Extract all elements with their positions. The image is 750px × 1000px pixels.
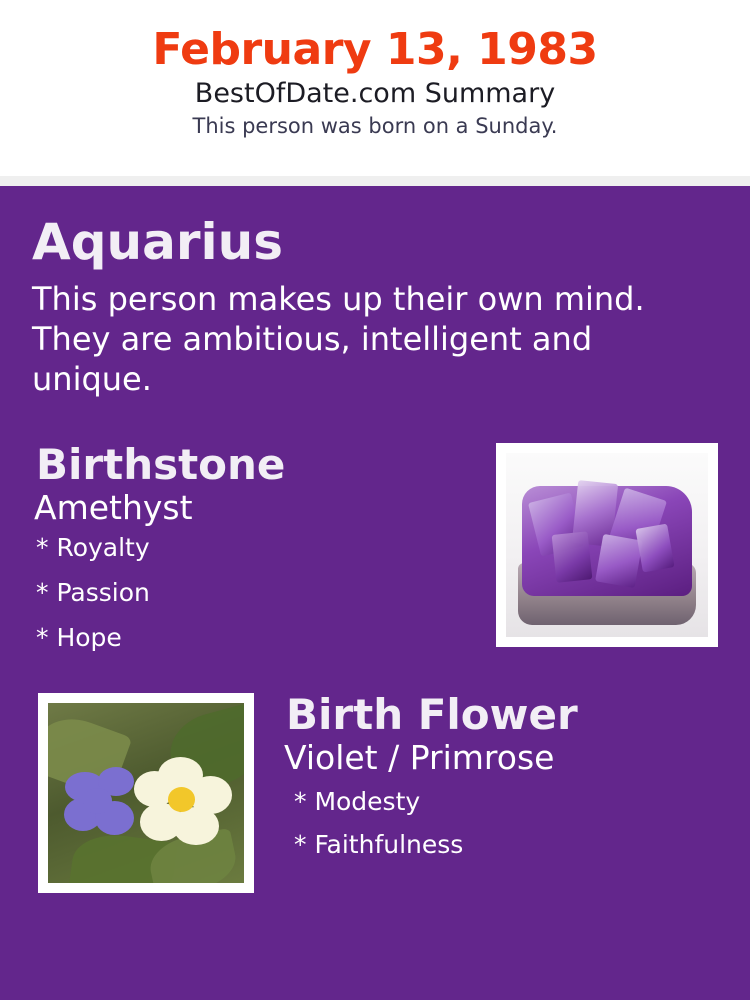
birth-day-note: This person was born on a Sunday.	[192, 113, 558, 138]
details-panel	[0, 186, 750, 1000]
birthflower-name: Violet / Primrose	[284, 737, 555, 777]
birthflower-trait: * Faithfulness	[294, 829, 464, 859]
header	[0, 0, 750, 176]
zodiac-description: This person makes up their own mind. They are ambitious, intelligent and unique.	[32, 279, 645, 398]
zodiac-section	[32, 213, 718, 399]
birthflower-title: Birth Flower	[286, 689, 578, 739]
birthstone-text	[32, 439, 472, 652]
birthstone-trait: * Hope	[36, 622, 122, 652]
birthflower-photo	[38, 693, 254, 893]
birthflower-trait: * Modesty	[294, 786, 421, 816]
birthstone-section	[32, 439, 718, 663]
birthflower-section	[32, 689, 718, 923]
birthstone-name: Amethyst	[34, 487, 193, 527]
primrose-icon	[134, 757, 232, 847]
zodiac-sign-title: Aquarius	[32, 213, 283, 271]
amethyst-icon	[506, 453, 708, 637]
birthstone-trait: * Royalty	[36, 532, 150, 562]
birthflower-text	[282, 689, 718, 859]
page-title: February 13, 1983	[152, 24, 598, 75]
birthstone-photo	[496, 443, 718, 647]
flower-icon	[48, 703, 244, 883]
birthstone-title: Birthstone	[36, 439, 286, 489]
site-subtitle: BestOfDate.com Summary	[194, 77, 556, 109]
birthstone-trait: * Passion	[36, 577, 150, 607]
header-divider	[0, 176, 750, 186]
